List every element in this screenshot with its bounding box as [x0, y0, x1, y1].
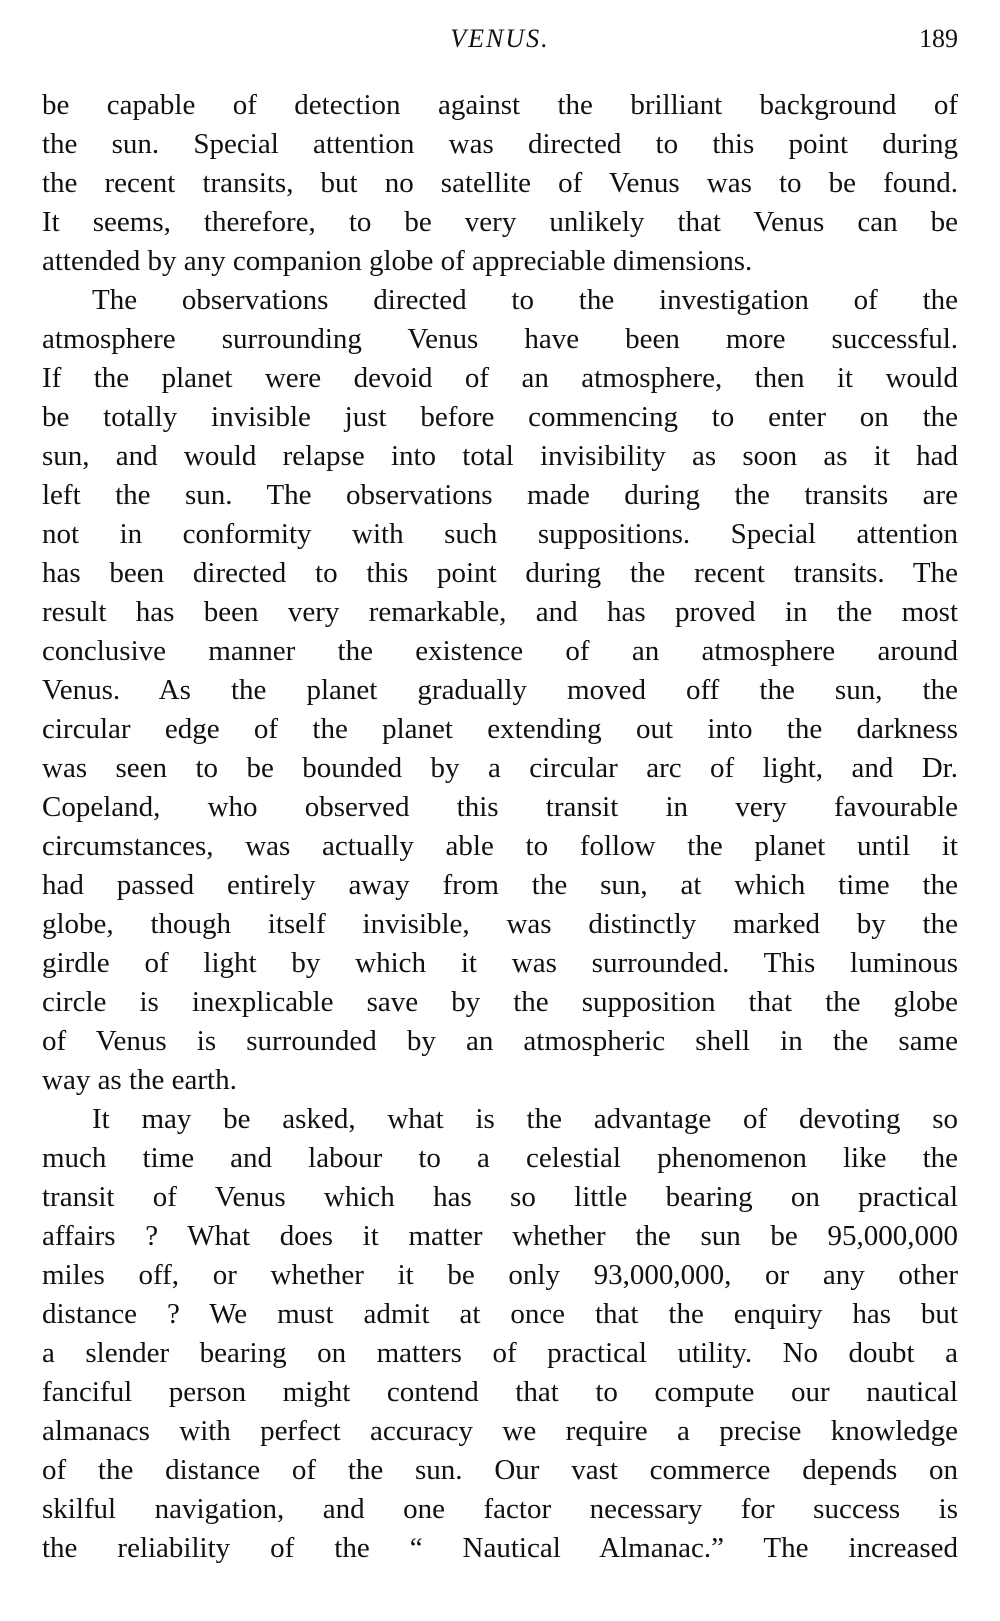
text-line: It seems, therefore, to be very unlikely that Venus can be — [42, 206, 958, 238]
text-line: result has been very remarkable, and has proved in the most — [42, 596, 958, 628]
text-line: a slender bearing on matters of practical utility. No doubt a — [42, 1337, 958, 1369]
text-line: Copeland, who observed this transit in very favourable — [42, 791, 958, 823]
text-line: If the planet were devoid of an atmosphere, then it would — [42, 362, 958, 394]
text-line: of the distance of the sun. Our vast commerce depends on — [42, 1454, 958, 1486]
text-line: be capable of detection against the brilliant background of — [42, 89, 958, 121]
text-line: almanacs with perfect accuracy we require a precise knowledge — [42, 1415, 958, 1447]
text-line: circular edge of the planet extending out into the darkness — [42, 713, 958, 745]
text-line: the reliability of the “ Nautical Almanac.” The increased — [42, 1532, 958, 1564]
text-line: transit of Venus which has so little bearing on practical — [42, 1181, 958, 1213]
text-line: of Venus is surrounded by an atmospheric shell in the same — [42, 1025, 958, 1057]
text-line: has been directed to this point during the recent transits. The — [42, 557, 958, 589]
text-line: skilful navigation, and one factor necessary for success is — [42, 1493, 958, 1525]
page-number: 189 — [919, 24, 958, 53]
text-line: had passed entirely away from the sun, at which time the — [42, 869, 958, 901]
text-line: sun, and would relapse into total invisibility as soon as it had — [42, 440, 958, 472]
text-line: attended by any companion globe of appreciable dimensions. — [42, 245, 753, 277]
text-line: much time and labour to a celestial phenomenon like the — [42, 1142, 958, 1174]
text-line: circle is inexplicable save by the supposition that the globe — [42, 986, 958, 1018]
text-line: The observations directed to the investigation of the — [92, 284, 958, 316]
text-line: It may be asked, what is the advantage of devoting so — [92, 1103, 958, 1135]
text-line: the sun. Special attention was directed to this point during — [42, 128, 958, 160]
running-head — [42, 24, 958, 58]
text-line: circumstances, was actually able to follow the planet until it — [42, 830, 958, 862]
text-line: left the sun. The observations made during the transits are — [42, 479, 958, 511]
text-line: not in conformity with such suppositions. Special attention — [42, 518, 958, 550]
text-line: distance ? We must admit at once that the enquiry has but — [42, 1298, 958, 1330]
text-line: the recent transits, but no satellite of Venus was to be found. — [42, 167, 958, 199]
text-line: conclusive manner the existence of an atmosphere around — [42, 635, 958, 667]
text-line: was seen to be bounded by a circular arc of light, and Dr. — [42, 752, 958, 784]
text-line: Venus. As the planet gradually moved off the sun, the — [42, 674, 958, 706]
text-line: way as the earth. — [42, 1064, 237, 1096]
text-line: be totally invisible just before commencing to enter on the — [42, 401, 958, 433]
body-text — [42, 86, 958, 1568]
text-line: fanciful person might contend that to compute our nautical — [42, 1376, 958, 1408]
chapter-title: VENUS. — [450, 24, 550, 53]
text-line: atmosphere surrounding Venus have been more successful. — [42, 323, 958, 355]
text-line: affairs ? What does it matter whether the sun be 95,000,000 — [42, 1220, 958, 1252]
text-line: miles off, or whether it be only 93,000,000, or any other — [42, 1259, 958, 1291]
text-line: globe, though itself invisible, was distinctly marked by the — [42, 908, 958, 940]
text-line: girdle of light by which it was surrounded. This luminous — [42, 947, 958, 979]
